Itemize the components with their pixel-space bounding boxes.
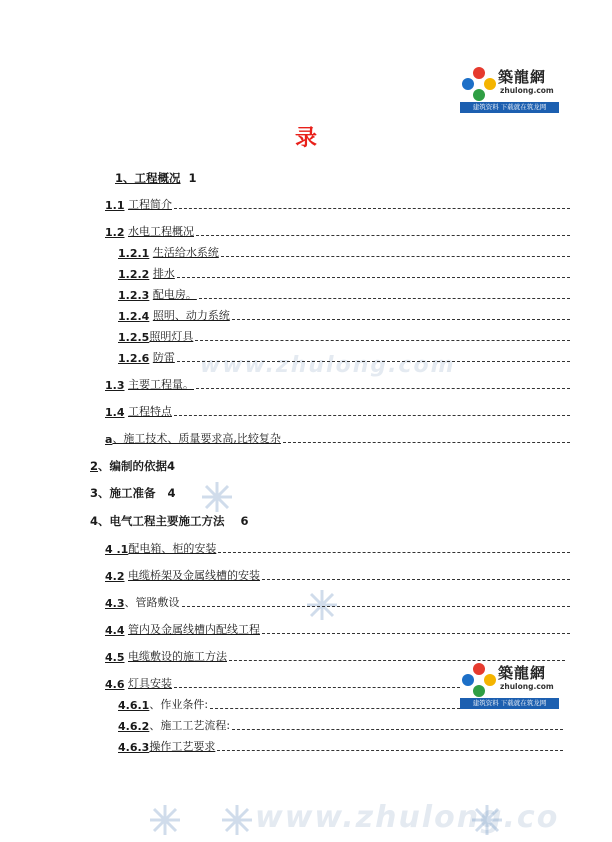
toc-number: 1.2: [105, 226, 125, 239]
toc-text: 配电房。: [152, 288, 197, 301]
toc-number: 1.4: [105, 406, 125, 419]
toc-entry-4-5[interactable]: [105, 648, 565, 664]
toc-text: 防雷: [152, 351, 175, 364]
zhulong-logo-lower: [460, 661, 560, 711]
toc-leader: [199, 298, 570, 299]
toc-entry-1-2-4[interactable]: [118, 307, 570, 323]
toc-number: 4.2: [105, 570, 125, 583]
toc-entry-1-2-1[interactable]: [118, 244, 570, 260]
toc-number: a: [105, 433, 113, 446]
page-title: 录: [294, 125, 317, 151]
toc-entry-1-2-2[interactable]: [118, 265, 570, 281]
watermark-snowflake-icon: [200, 480, 234, 514]
toc-heading-3[interactable]: [90, 485, 176, 501]
toc-leader: [182, 606, 571, 607]
toc-heading-2[interactable]: [90, 458, 175, 474]
toc-number: 1.1: [105, 199, 125, 212]
toc-leader: [217, 750, 563, 751]
toc-text: 主要工程量。: [128, 378, 194, 391]
toc-leader: [262, 579, 570, 580]
toc-number: 1.2.4: [118, 310, 150, 323]
watermark-snowflake-icon: [148, 803, 182, 837]
toc-leader: [174, 415, 570, 416]
toc-page: 4: [167, 486, 176, 500]
toc-text: 工程特点: [128, 405, 172, 418]
toc-text: 生活给水系统: [152, 246, 219, 259]
toc-leader: [174, 208, 570, 209]
toc-number: 1.2.5: [118, 331, 150, 344]
watermark-text: www.zhulong.com: [200, 353, 456, 378]
toc-number: 3: [90, 486, 99, 500]
toc-leader: [174, 687, 460, 688]
toc-text: 配电箱、柜的安装: [128, 542, 217, 555]
toc-page: 4: [167, 459, 176, 473]
toc-text: 、施工准备: [98, 486, 156, 500]
watermark-snowflake-icon: [220, 803, 254, 837]
toc-text: 排水: [152, 267, 175, 280]
toc-text: 、施工技术、质量要求高,比较复杂: [112, 432, 281, 445]
toc-number: 4.4: [105, 624, 125, 637]
logo-domain: zhulong.com: [500, 682, 554, 691]
toc-leader: [262, 633, 570, 634]
toc-page: 1: [188, 171, 197, 185]
toc-text: 、编制的依据: [98, 459, 168, 473]
toc-entry-1-4[interactable]: [105, 403, 570, 419]
toc-heading-4[interactable]: [90, 513, 249, 529]
toc-entry-4-6[interactable]: [105, 675, 460, 691]
toc-number: 1.2.3: [118, 289, 150, 302]
toc-text: 操作工艺要求: [149, 740, 216, 753]
toc-number: 1.2.1: [118, 247, 150, 260]
toc-entry-4-6-1[interactable]: [118, 696, 460, 712]
toc-entry-1-2-6[interactable]: [118, 349, 570, 365]
toc-number: 4.6.1: [118, 699, 150, 712]
toc-leader: [283, 442, 570, 443]
toc-text: 管内及金属线槽内配线工程: [128, 623, 260, 636]
toc-leader: [229, 660, 565, 661]
toc-entry-1-2-5[interactable]: [118, 328, 570, 344]
toc-leader: [232, 729, 563, 730]
toc-entry-1-2[interactable]: [105, 223, 570, 239]
toc-text: 工程简介: [128, 198, 172, 211]
toc-text: 照明灯具: [149, 330, 194, 343]
logo-brand: 築龍網: [498, 68, 547, 86]
toc-page: 6: [240, 514, 249, 528]
toc-text: 水电工程概况: [128, 225, 194, 238]
toc-leader: [232, 319, 570, 320]
toc-number: 4.3: [105, 597, 125, 610]
toc-number: 4 .1: [105, 543, 129, 556]
toc-text: 、工程概况: [123, 171, 181, 185]
toc-heading-1[interactable]: [115, 170, 197, 186]
toc-leader: [221, 256, 570, 257]
toc-text: 照明、动力系统: [152, 309, 230, 322]
toc-number: 1: [115, 171, 124, 185]
toc-leader: [177, 361, 570, 362]
logo-tagline: 建筑资料 下载就在筑龙网: [460, 698, 559, 709]
toc-entry-a[interactable]: [105, 430, 570, 446]
zhulong-flower-icon: [460, 661, 498, 699]
zhulong-logo: [460, 65, 560, 115]
toc-entry-4-6-3[interactable]: [118, 738, 563, 754]
toc-entry-4-3[interactable]: [105, 594, 570, 610]
toc-entry-4-6-2[interactable]: [118, 717, 563, 733]
toc-text: 、管路敷设: [124, 596, 180, 609]
toc-number: 2: [90, 459, 99, 473]
toc-text: 电缆敷设的施工方法: [128, 650, 227, 663]
toc-number: 4.6.2: [118, 720, 150, 733]
toc-leader: [177, 277, 570, 278]
toc-number: 4.5: [105, 651, 125, 664]
toc-leader: [210, 708, 460, 709]
toc-entry-1-1[interactable]: [105, 196, 570, 212]
toc-number: 4: [90, 514, 99, 528]
toc-entry-1-2-3[interactable]: [118, 286, 570, 302]
toc-entry-4-2[interactable]: [105, 567, 570, 583]
toc-leader: [196, 388, 570, 389]
toc-number: 4.6: [105, 678, 125, 691]
toc-text: 、施工工艺流程:: [149, 719, 231, 732]
toc-entry-1-3[interactable]: [105, 376, 570, 392]
toc-text: 、电气工程主要施工方法: [98, 514, 225, 528]
zhulong-flower-icon: [460, 65, 498, 103]
toc-entry-4-1[interactable]: [105, 540, 570, 556]
toc-leader: [195, 340, 570, 341]
toc-number: 1.2.2: [118, 268, 150, 281]
logo-brand: 築龍網: [498, 664, 547, 682]
toc-number: 1.2.6: [118, 352, 150, 365]
toc-number: 4.6.3: [118, 741, 150, 754]
watermark-text: www.zhulong.co: [255, 800, 560, 835]
toc-number: 1.3: [105, 379, 125, 392]
toc-text: 电缆桥架及金属线槽的安装: [128, 569, 260, 582]
watermark-snowflake-icon: [470, 803, 504, 837]
toc-text: 、作业条件:: [149, 698, 209, 711]
logo-tagline: 建筑资料 下载就在筑龙网: [460, 102, 559, 113]
toc-text: 灯具安装: [128, 677, 172, 690]
toc-leader: [196, 235, 570, 236]
toc-leader: [218, 552, 570, 553]
toc-entry-4-4[interactable]: [105, 621, 570, 637]
logo-domain: zhulong.com: [500, 86, 554, 95]
